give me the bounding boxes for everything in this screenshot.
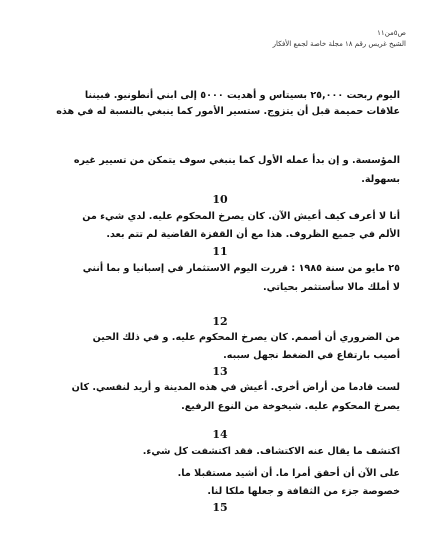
paragraph-line: خصوصة جزء من الثقافة و جعلها ملكا لنا.	[207, 486, 400, 497]
paragraph-line: الألم في جميع الظروف. هذا مع أن القفزة القاضية لم تتم بعد.	[106, 229, 400, 240]
paragraph-line: لا أملك مالا سأستثمر بحياتي.	[263, 282, 400, 293]
paragraph-line: اليوم ربحت ٢٥,٠٠٠ بسيتاس و أهديت ٥٠٠٠ إلى ابني أنطونيو. فبيننا	[84, 90, 400, 101]
section-number: 12	[212, 315, 228, 328]
paragraph-line: ٢٥ مايو من سنة ١٩٨٥ : قررت اليوم الاستثمار في إسبانيا و بما أنني	[82, 263, 400, 274]
paragraph-line: لست قادما من أراض أخرى. أعيش في هذه المدينة و أريد لنفسي. كان	[71, 382, 400, 393]
document-subtitle: الشيخ غريس رقم ١٨ مجلة خاصة لجمع الأفكار	[272, 40, 406, 48]
section-number: 10	[212, 193, 228, 206]
paragraph-line: على الآن أن أحقق أمرا ما. أن أشيد مستقبلا ما.	[177, 468, 400, 479]
section-number: 14	[212, 428, 228, 441]
paragraph-line: علاقات حميمة قبل أن يتزوج. ستسير الأمور كما ينبغي بالنسبة له في هذه	[56, 106, 400, 117]
section-number: 13	[212, 365, 228, 378]
section-number: 11	[212, 245, 228, 258]
paragraph-line: أنا لا أعرف كيف أعيش الآن. كان يصرخ المحكوم عليه. لدي شيء من	[82, 211, 400, 222]
paragraph-line: بسهولة.	[361, 174, 400, 185]
paragraph-line: اكتشف ما يقال عنه الاكتشاف. فقد اكتشفت كل شيء.	[142, 446, 400, 457]
paragraph-line: من الضروري أن أصمم. كان يصرخ المحكوم عليه. و في ذلك الحين	[92, 332, 400, 343]
paragraph-line: المؤسسة. و إن بدأ عمله الأول كما ينبغي سوف يتمكن من تسيير غيره	[73, 155, 400, 166]
paragraph-line: يصرخ المحكوم عليه. شيخوخة من النوع الرفيع.	[181, 401, 400, 412]
paragraph-line: أصيب بارتفاع في الضغط نجهل سببه.	[223, 350, 400, 361]
page-number-label: ص٥من١١	[377, 29, 406, 37]
section-number: 15	[212, 501, 228, 514]
